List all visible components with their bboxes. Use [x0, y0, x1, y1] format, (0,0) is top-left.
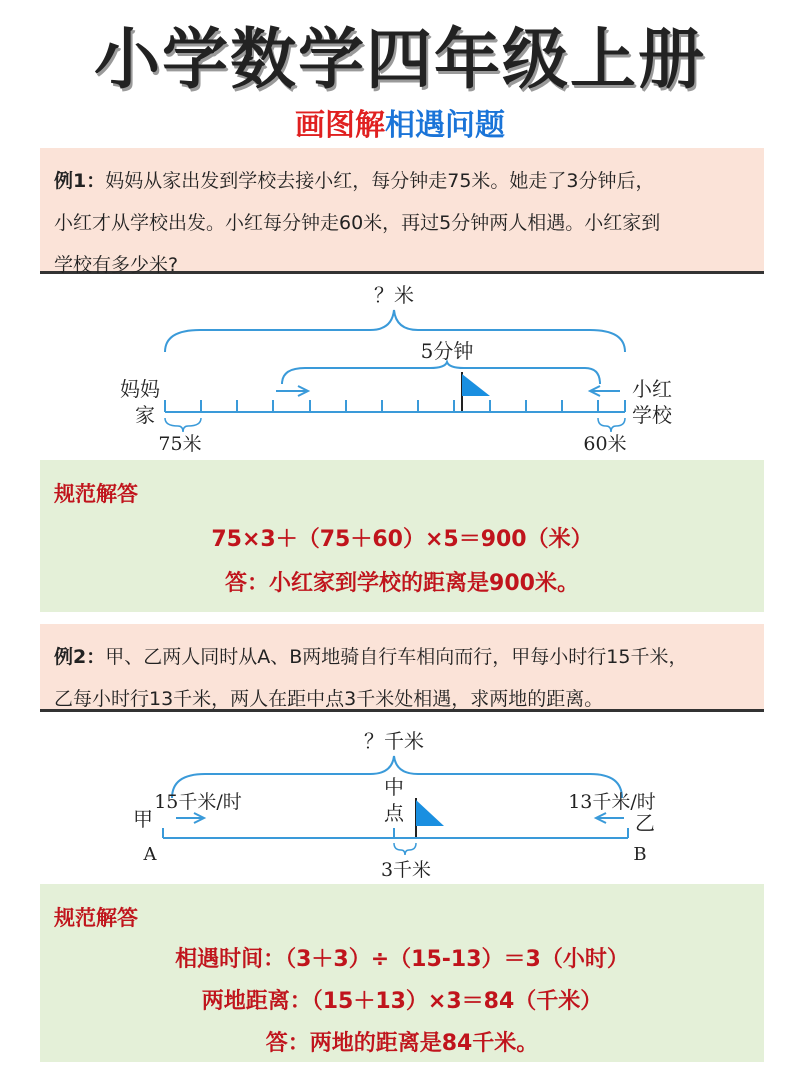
example1-left-segment-brace [165, 418, 201, 432]
example1-left-bottom-label: 家 [135, 403, 155, 427]
example2-mid-top-label: 中 [384, 775, 404, 799]
example2-point-a: A [143, 844, 157, 865]
example1-right-segment-label: 60米 [583, 433, 627, 455]
example2-answer-heading: 规范解答 [54, 906, 138, 930]
example2-mid-segment-brace [394, 843, 416, 855]
example1-answer [40, 460, 764, 612]
example1-ticks [165, 400, 625, 412]
example1-total-label: ？米 [374, 283, 414, 307]
example1-flag-icon [462, 374, 490, 396]
example1-total-brace [165, 310, 625, 352]
example1-question-line1: 例1：妈妈从家出发到学校去接小红，每分钟走75米。她走了3分钟后， [54, 170, 655, 192]
example1-right-segment-brace [598, 418, 625, 432]
example2-flag-icon [416, 800, 444, 826]
example1-question-line3: 学校有多少米? [54, 254, 179, 276]
example2-total-label: ？千米 [364, 729, 424, 753]
example2-answer [40, 884, 764, 1062]
subtitle-blue-part: 相遇问题 [385, 108, 505, 143]
example1-duration-label: 5分钟 [420, 339, 474, 363]
example2-right-speed: 13千米/时 [568, 791, 656, 813]
subtitle-red-part: 画图解 [295, 108, 385, 143]
example1-answer-heading: 规范解答 [54, 482, 138, 506]
page-title: 小学数学四年级上册 [94, 21, 706, 98]
example2-label: 例2： [54, 646, 106, 668]
example2-line2: 两地距离：（15＋13）×3＝84（千米） [201, 989, 603, 1014]
example1-diagram [0, 278, 800, 458]
example1-label: 例1： [54, 170, 106, 192]
example2-mid-segment-label: 3千米 [380, 859, 432, 881]
example1-left-segment-label: 75米 [158, 433, 202, 455]
example1-right-bottom-label: 学校 [632, 403, 672, 427]
example1-question-line2: 小红才从学校出发。小红每分钟走60米，再过5分钟两人相遇。小红家到 [54, 212, 661, 234]
example2-question-line2: 乙每小时行13千米，两人在距中点3千米处相遇，求两地的距离。 [54, 688, 604, 710]
example1-right-top-label: 小红 [632, 377, 672, 401]
example1-question [40, 148, 764, 274]
example2-left-person: 甲 [133, 807, 153, 831]
example2-conclusion: 答：两地的距离是84千米。 [265, 1031, 539, 1056]
example2-question [40, 624, 764, 712]
example2-left-speed: 15千米/时 [154, 791, 242, 813]
example1-left-top-label: 妈妈 [120, 377, 160, 401]
example1-formula: 75×3＋（75＋60）×5＝900（米） [211, 527, 593, 552]
example1-duration-brace [282, 362, 600, 384]
example2-mid-bottom-label: 点 [384, 801, 404, 825]
page-subtitle [0, 100, 800, 144]
example2-diagram [0, 714, 800, 882]
example2-right-person: 乙 [635, 811, 655, 835]
example2-question-line1: 例2：甲、乙两人同时从A、B两地骑自行车相向而行，甲每小时行15千米， [54, 646, 688, 668]
example1-conclusion: 答：小红家到学校的距离是900米。 [225, 571, 579, 596]
example2-line1: 相遇时间：（3＋3）÷（15-13）＝3（小时） [175, 947, 629, 972]
example2-point-b: B [633, 844, 647, 865]
